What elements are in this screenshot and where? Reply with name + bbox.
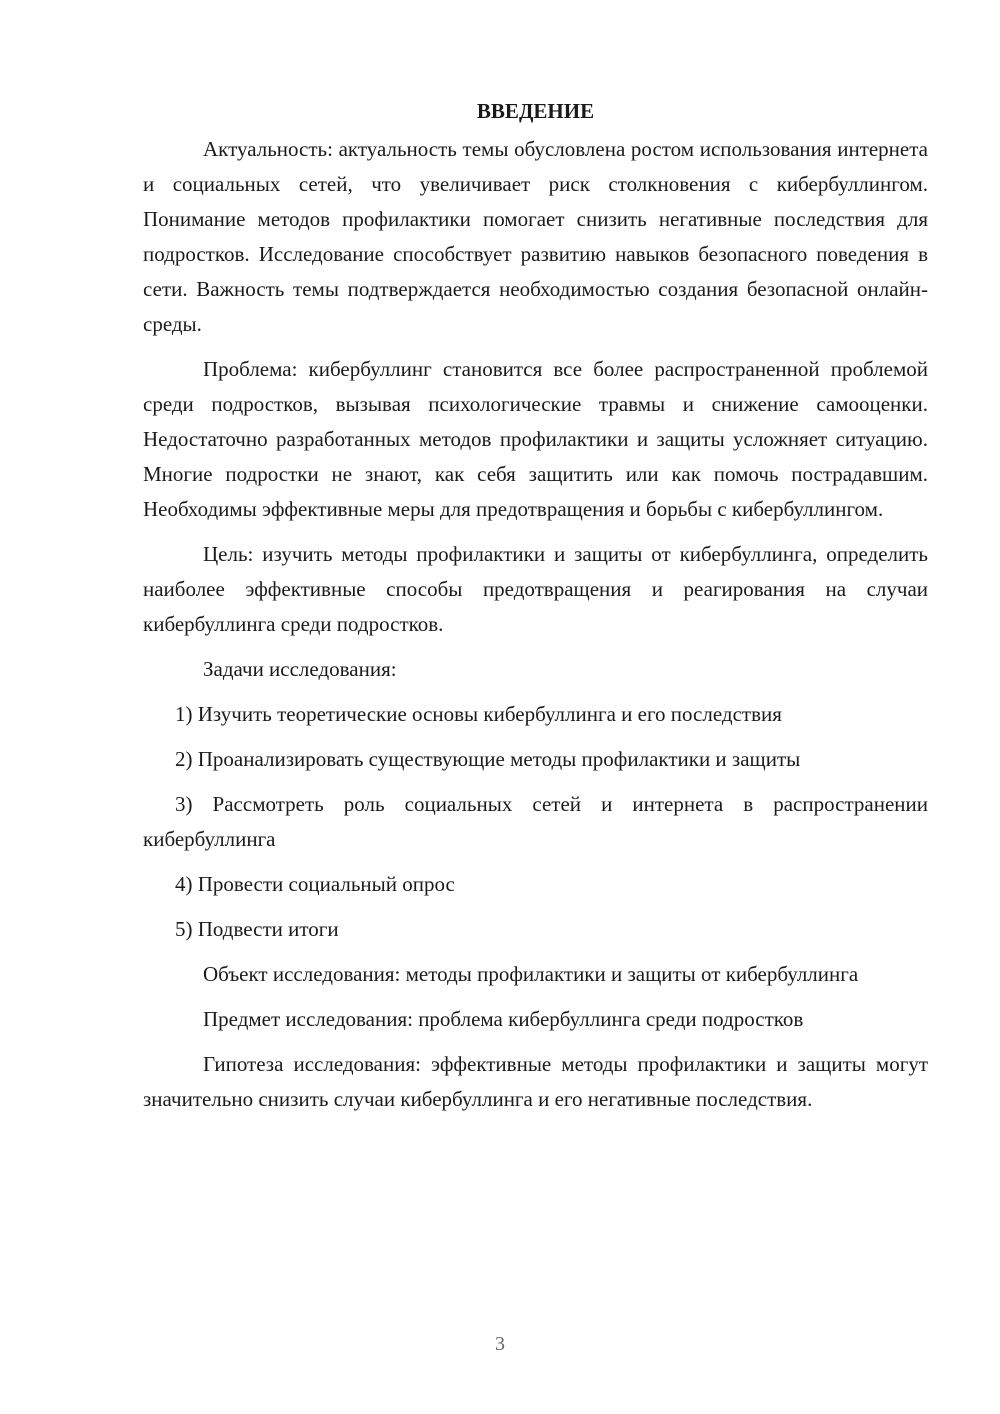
problem-paragraph: Проблема: кибербуллинг становится все более распространенной проблемой среди подростков, вызывая психологические травмы и снижение самооценки. Недостаточно разработанных методов профилактики и защиты усложняет ситуацию. Многие подростки не знают, как себя защитить или как помочь пострадавшим. Необходимы эффективные меры для предотвращения и борьбы с кибербуллингом. [143, 357, 928, 521]
hypothesis-paragraph: Гипотеза исследования: эффективные методы профилактики и защиты могут значительно снизить случаи кибербуллинга и его негативные последствия. [143, 1052, 928, 1111]
list-item: 5) Подвести итоги [175, 917, 339, 941]
list-item: 3) Рассмотреть роль социальных сетей и интернета в распространении кибербуллинга [143, 792, 928, 851]
subject-paragraph: Предмет исследования: проблема кибербуллинга среди подростков [203, 1007, 804, 1031]
page-title: ВВЕДЕНИЕ [476, 99, 595, 123]
document-page [143, 94, 928, 1117]
object-paragraph: Объект исследования: методы профилактики и защиты от кибербуллинга [203, 962, 859, 986]
goal-paragraph: Цель: изучить методы профилактики и защиты от кибербуллинга, определить наиболее эффективные способы предотвращения и реагирования на случаи кибербуллинга среди подростков. [143, 542, 928, 636]
page-number: 3 [495, 1333, 505, 1355]
tasks-list [143, 697, 928, 947]
list-item: 4) Провести социальный опрос [175, 872, 455, 896]
list-item: 2) Проанализировать существующие методы профилактики и защиты [175, 747, 801, 771]
list-item: 1) Изучить теоретические основы кибербуллинга и его последствия [175, 702, 782, 726]
relevance-paragraph: Актуальность: актуальность темы обусловлена ростом использования интернета и социальных сетей, что увеличивает риск столкновения с кибербуллингом. Понимание методов профилактики помогает снизить негативные последствия для подростков. Исследование способствует развитию навыков безопасного поведения в сети. Важность темы подтверждается необходимостью создания безопасной онлайн-среды. [143, 137, 928, 336]
tasks-heading: Задачи исследования: [203, 657, 397, 681]
